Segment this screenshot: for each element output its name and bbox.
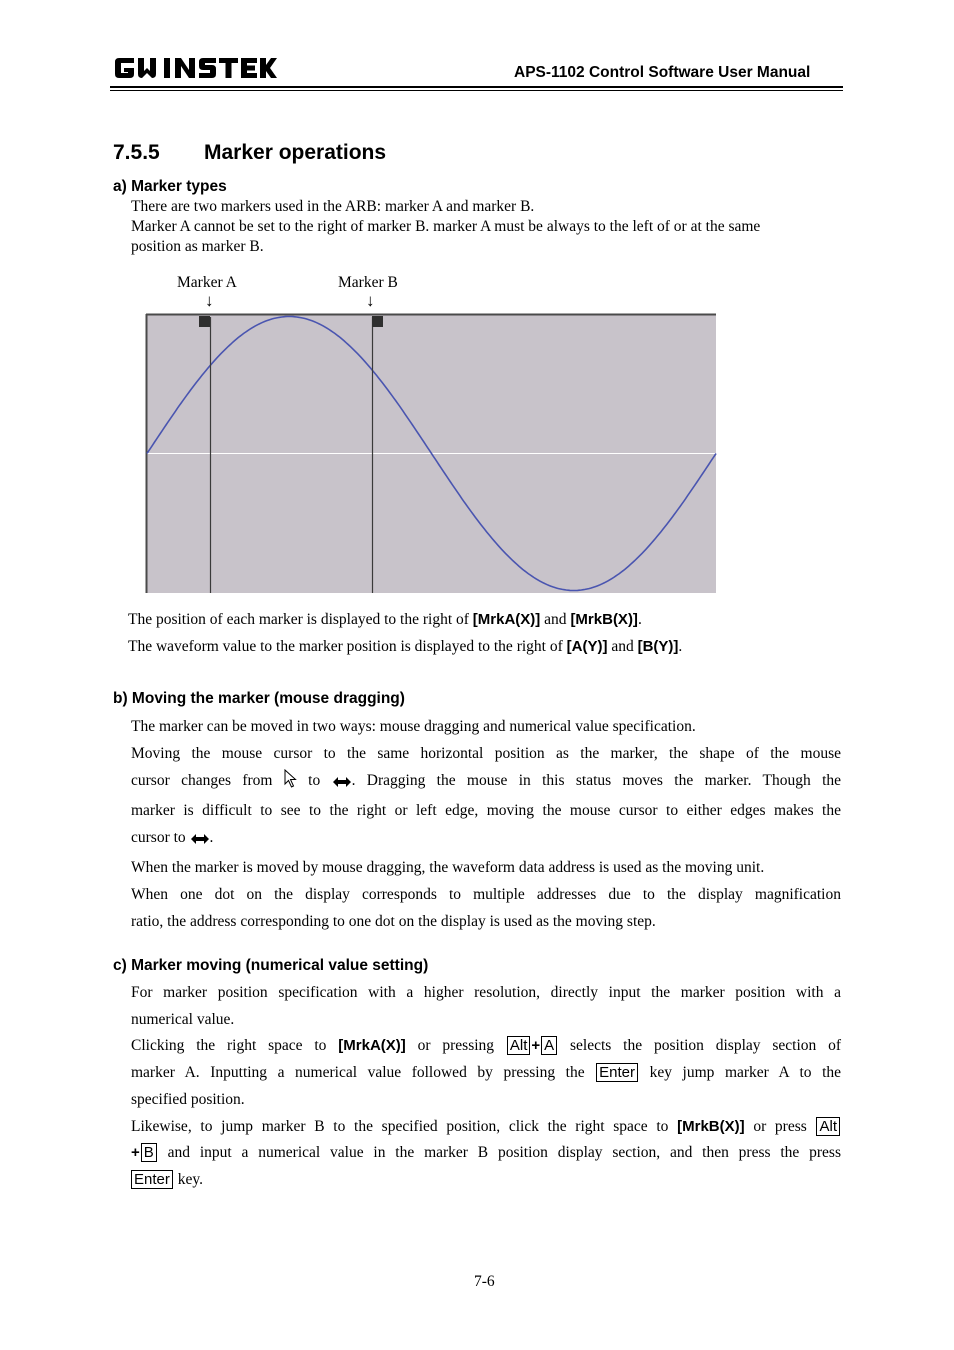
- waveform-value-note: [128, 637, 682, 657]
- text-run: or press: [744, 1117, 816, 1135]
- text-line: [131, 1140, 841, 1167]
- subsection-c-text: [131, 980, 841, 1194]
- text-run: key jump marker A to the: [639, 1064, 842, 1082]
- text-run: cursor to: [131, 829, 186, 846]
- arrow-pointer-icon: [284, 769, 297, 797]
- a-key: A: [541, 1036, 557, 1055]
- text-run: and: [607, 638, 638, 655]
- text-line: The marker can be moved in two ways: mouse dragging and numerical value specification.: [131, 718, 696, 735]
- text-line: numerical value.: [131, 1010, 235, 1028]
- text-line: When one dot on the display corresponds to multiple addresses due to the display magnification: [131, 886, 841, 903]
- plus-sign: +: [531, 1037, 541, 1055]
- text-run: marker A. Inputting a numerical value followed by pressing the: [131, 1064, 596, 1082]
- text-line: [131, 824, 841, 854]
- text-line: For marker position specification with a higher resolution, directly input the marker position with a: [131, 984, 841, 1001]
- mrka-x-label: [MrkA(X)]: [472, 611, 541, 628]
- text-line: [131, 1114, 841, 1141]
- text-line: marker is difficult to see to the right or left edge, moving the mouse cursor to either edges makes the: [131, 802, 841, 819]
- text-line: Marker A cannot be set to the right of marker B. marker A must be always to the left of or at the same: [131, 218, 761, 235]
- horizontal-resize-icon: [332, 770, 352, 797]
- text-line: When the marker is moved by mouse dragging, the waveform data address is used as the moving unit.: [131, 859, 765, 876]
- down-arrow-icon: ↓: [205, 291, 214, 310]
- alt-key: Alt: [507, 1036, 531, 1055]
- text-line: specified position.: [131, 1090, 245, 1108]
- gw-instek-logo: [112, 54, 277, 84]
- text-run: The position of each marker is displayed to the right of: [128, 611, 473, 628]
- text-run: .: [637, 611, 642, 628]
- text-run: and input a numerical value in the marker B position display section, and then press the press: [157, 1144, 841, 1162]
- enter-key: Enter: [131, 1170, 173, 1189]
- text-line: ratio, the address corresponding to one dot on the display is used as the moving step.: [131, 913, 656, 930]
- waveform-svg: [145, 313, 717, 594]
- enter-key: Enter: [596, 1063, 638, 1082]
- plus-sign: +: [131, 1144, 140, 1162]
- section-number: 7.5.5: [113, 141, 160, 164]
- subsection-a-heading: a) Marker types: [113, 178, 227, 195]
- mrkb-x-label: [MrkB(X)]: [677, 1117, 745, 1135]
- text-run: selects the position display section of: [558, 1037, 842, 1055]
- text-run: cursor changes from: [131, 772, 273, 789]
- marker-b-handle[interactable]: [372, 316, 383, 327]
- text-run: The waveform value to the marker position is displayed to the right of: [128, 638, 567, 655]
- subsection-b-text: [131, 713, 841, 935]
- text-run: .: [209, 829, 214, 846]
- text-line: [131, 767, 841, 797]
- text-line: Moving the mouse cursor to the same horizontal position as the marker, the shape of the mouse: [131, 745, 841, 762]
- down-arrow-icon: ↓: [366, 291, 375, 310]
- marker-a-handle[interactable]: [199, 316, 210, 327]
- text-line: [131, 1033, 841, 1060]
- text-line: There are two markers used in the ARB: marker A and marker B.: [131, 198, 535, 215]
- text-run: Likewise, to jump marker B to the specified position, click the right space to: [131, 1117, 678, 1135]
- text-run: to: [308, 772, 321, 789]
- text-run: .: [678, 638, 683, 655]
- header-rule-thin: [110, 90, 843, 91]
- section-title: Marker operations: [204, 141, 387, 164]
- text-line: [131, 1060, 841, 1087]
- mrka-x-label: [MrkA(X)]: [338, 1037, 406, 1055]
- text-run: and: [540, 611, 571, 628]
- alt-key: Alt: [816, 1117, 840, 1136]
- header-rule: [110, 86, 843, 88]
- b-key: B: [141, 1143, 157, 1162]
- marker-b-label: Marker B: [338, 274, 398, 291]
- manual-title: APS-1102 Control Software User Manual: [514, 64, 811, 81]
- text-run: . Dragging the mouse in this status moves the marker. Though the: [351, 772, 842, 789]
- subsection-c-heading: c) Marker moving (numerical value setting): [113, 957, 429, 974]
- text-line: [131, 1167, 841, 1194]
- a-y-label: [A(Y)]: [566, 638, 608, 655]
- subsection-b-heading: b) Moving the marker (mouse dragging): [113, 690, 405, 707]
- page-number: 7-6: [474, 1273, 495, 1290]
- b-y-label: [B(Y)]: [637, 638, 679, 655]
- marker-a-label: Marker A: [177, 274, 237, 291]
- waveform-display[interactable]: [145, 313, 717, 594]
- mrkb-x-label: [MrkB(X)]: [570, 611, 638, 628]
- text-run: key.: [173, 1170, 203, 1188]
- text-line: position as marker B.: [131, 238, 264, 255]
- text-run: or pressing: [405, 1037, 506, 1055]
- horizontal-resize-icon: [190, 827, 210, 854]
- subsection-a-text: [131, 197, 841, 257]
- text-run: Clicking the right space to: [131, 1037, 339, 1055]
- marker-position-note: [128, 610, 642, 630]
